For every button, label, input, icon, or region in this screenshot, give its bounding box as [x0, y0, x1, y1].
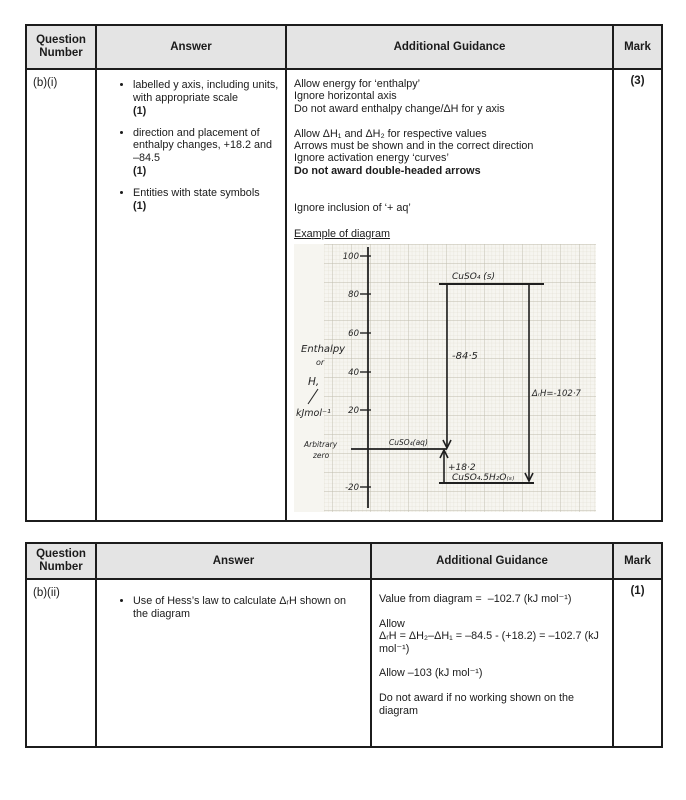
answer-bullet — [133, 595, 370, 620]
answer-bullet-list — [97, 595, 370, 620]
guidance-line: Allow energy for ‘enthalpy’ — [294, 78, 421, 90]
guidance-line: Ignore inclusion of ‘+ aq’ — [294, 202, 411, 215]
table2-header-question-number: Question Number — [26, 543, 96, 579]
dh2-value-label: -84·5 — [452, 350, 478, 362]
cuso4-aq-label: CuSO₄(aq) — [389, 437, 428, 447]
answer-bullet — [133, 187, 285, 213]
bullet-mark: (1) — [133, 165, 147, 177]
axis-caption-h: H, — [308, 375, 320, 388]
guidance-line: Do not award enthalpy change/ΔH for y axis — [294, 102, 505, 115]
table1-header-answer: Answer — [96, 25, 286, 69]
table2-header-additional-guidance: Additional Guidance — [371, 543, 613, 579]
guidance-line: ΔᵣH = ΔH₂–ΔH₁ = –84.5 - (+18.2) = –102.7 (kJ mol⁻¹) — [379, 630, 602, 655]
guidance-line — [379, 605, 608, 617]
guidance-cell-bii — [371, 579, 613, 747]
guidance-line: Ignore activation energy ‘curves’ — [294, 152, 449, 165]
axis-caption-units: kJmol⁻¹ — [296, 407, 331, 419]
guidance-line — [294, 214, 608, 226]
tick-label-40: 40 — [348, 367, 359, 378]
guidance-line — [294, 115, 608, 127]
dhr-value-label: ΔᵣH=-102·7 — [532, 388, 581, 399]
tick-label-20: 20 — [348, 405, 359, 416]
table1-body-row — [26, 69, 662, 521]
tick-label-80: 80 — [348, 289, 359, 300]
mark-value: (3) — [630, 75, 645, 87]
guidance-line: Allow — [379, 617, 405, 630]
guidance-line: Value from diagram = –102.7 (kJ mol⁻¹) — [379, 593, 572, 605]
tick-label-minus20: -20 — [345, 482, 359, 493]
bullet-mark: (1) — [133, 105, 147, 117]
answer-cell-bi — [96, 69, 286, 521]
axis-caption-enthalpy: Enthalpy — [301, 343, 346, 355]
answer-bullet — [133, 127, 285, 178]
table1-header-additional-guidance: Additional Guidance — [286, 25, 613, 69]
question-number-bii: (b)(ii) — [26, 579, 96, 747]
answer-bullet-text: Entities with state symbols — [133, 186, 260, 199]
guidance-line: Ignore horizontal axis — [294, 90, 397, 103]
mark-cell-bii — [613, 579, 662, 747]
arbitrary-zero-label-2: zero — [313, 450, 330, 460]
example-of-diagram-heading: Example of diagram — [294, 227, 391, 240]
answer-bullet-text: labelled y axis, including units, with appropriate scale — [133, 79, 279, 104]
arbitrary-zero-label-1: Arbitrary — [304, 439, 338, 449]
guidance-line: Do not award if no working shown on the diagram — [379, 692, 578, 717]
enthalpy-diagram-scan — [294, 244, 608, 515]
guidance-line: Allow –103 (kJ mol⁻¹) — [379, 667, 483, 680]
guidance-cell-bi — [286, 69, 613, 521]
hydrate-label: CuSO₄.5H₂O₍ₛ₎ — [452, 472, 515, 483]
dh1-value-label: +18·2 — [448, 462, 476, 473]
axis-caption-or: or — [316, 357, 325, 367]
table2-header-mark: Mark — [613, 543, 662, 579]
guidance-line — [294, 177, 608, 189]
guidance-line: Arrows must be shown and in the correct direction — [294, 140, 534, 153]
answer-bullet-text: Use of Hess’s law to calculate ΔᵣH shown on the diagram — [133, 595, 347, 620]
bullet-mark: (1) — [133, 200, 147, 212]
guidance-line — [379, 655, 608, 667]
guidance-line — [379, 680, 608, 692]
table1-header-row — [26, 25, 662, 69]
cuso4-s-label: CuSO₄ (s) — [452, 271, 495, 282]
guidance-line — [294, 190, 608, 202]
table2-body-row — [26, 579, 662, 747]
mark-scheme-table-bii — [25, 542, 663, 748]
table1-header-mark: Mark — [613, 25, 662, 69]
mark-cell-bi — [613, 69, 662, 521]
table2-header-answer: Answer — [96, 543, 371, 579]
answer-bullet — [133, 79, 285, 118]
mark-scheme-table-bi — [25, 24, 663, 522]
answer-bullet-text: direction and placement of enthalpy changes, +18.2 and –84.5 — [133, 126, 272, 164]
tick-label-60: 60 — [348, 328, 359, 339]
enthalpy-diagram — [294, 244, 596, 512]
tick-label-100: 100 — [342, 251, 359, 262]
table1-header-question-number: Question Number — [26, 25, 96, 69]
answer-cell-bii — [96, 579, 371, 747]
table2-header-row — [26, 543, 662, 579]
answer-bullet-list — [97, 79, 285, 213]
mark-value: (1) — [630, 585, 645, 597]
guidance-line: Do not award double-headed arrows — [294, 164, 481, 177]
question-number-bi: (b)(i) — [26, 69, 96, 521]
guidance-line: Allow ΔH₁ and ΔH₂ for respective values — [294, 127, 487, 140]
